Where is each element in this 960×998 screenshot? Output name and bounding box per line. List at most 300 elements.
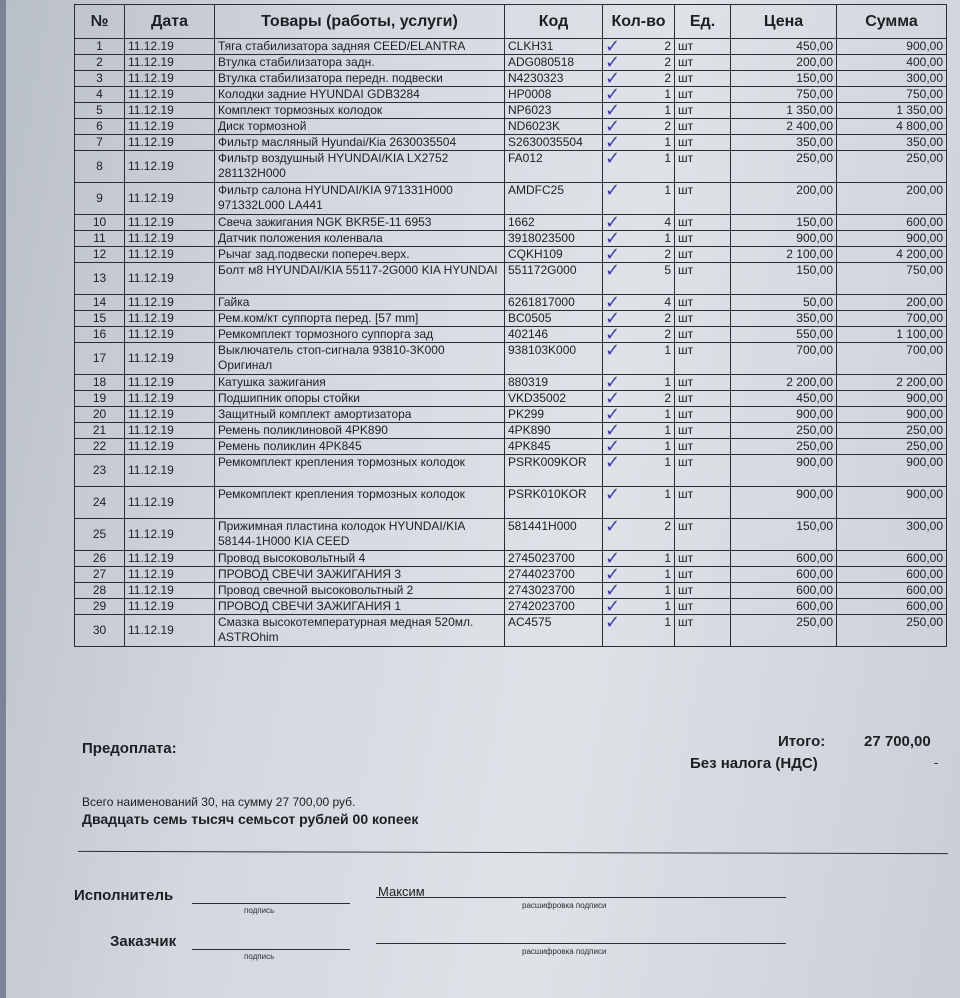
row-unit: шт [675, 519, 731, 551]
row-unit: шт [675, 615, 731, 647]
row-unit: шт [675, 455, 731, 487]
row-qty-value: 1 [664, 423, 671, 437]
row-code: AMDFC25 [505, 183, 603, 215]
header-price: Цена [731, 5, 837, 39]
row-unit: шт [675, 567, 731, 583]
check-mark-icon: ✓ [605, 150, 621, 169]
row-unit: шт [675, 439, 731, 455]
row-sum: 1 350,00 [837, 103, 947, 119]
row-code: 551172G000 [505, 263, 603, 295]
row-date: 11.12.19 [125, 183, 215, 215]
row-code: PSRK010KOR [505, 487, 603, 519]
row-price: 600,00 [731, 567, 837, 583]
row-qty [603, 391, 675, 407]
row-qty [603, 151, 675, 183]
vat-label: Без налога (НДС) [690, 755, 818, 772]
row-date: 11.12.19 [125, 567, 215, 583]
row-number: 30 [75, 615, 125, 647]
table-row [75, 343, 947, 375]
row-unit: шт [675, 103, 731, 119]
row-code: ADG080518 [505, 55, 603, 71]
table-row [75, 231, 947, 247]
row-price: 250,00 [731, 151, 837, 183]
row-code: 1662 [505, 215, 603, 231]
row-qty [603, 455, 675, 487]
row-qty-value: 1 [664, 103, 671, 117]
row-date: 11.12.19 [125, 39, 215, 55]
row-qty-value: 1 [664, 439, 671, 453]
row-qty [603, 39, 675, 55]
row-number: 19 [75, 391, 125, 407]
row-sum: 300,00 [837, 519, 947, 551]
row-number: 20 [75, 407, 125, 423]
row-unit: шт [675, 407, 731, 423]
row-price: 2 400,00 [731, 119, 837, 135]
row-goods: Ремкомплект крепления тормозных колодок [215, 487, 505, 519]
row-date: 11.12.19 [125, 391, 215, 407]
row-code: HP0008 [505, 87, 603, 103]
row-date: 11.12.19 [125, 263, 215, 295]
row-goods: Втулка стабилизатора задн. [215, 55, 505, 71]
row-qty [603, 439, 675, 455]
row-date: 11.12.19 [125, 311, 215, 327]
table-row [75, 263, 947, 295]
row-code: 880319 [505, 375, 603, 391]
row-sum: 600,00 [837, 551, 947, 567]
executor-decode-line [376, 897, 786, 898]
row-unit: шт [675, 311, 731, 327]
row-date: 11.12.19 [125, 439, 215, 455]
row-price: 250,00 [731, 615, 837, 647]
row-sum: 250,00 [837, 151, 947, 183]
row-date: 11.12.19 [125, 87, 215, 103]
row-unit: шт [675, 327, 731, 343]
row-unit: шт [675, 183, 731, 215]
row-qty [603, 343, 675, 375]
check-mark-icon: ✓ [605, 70, 621, 87]
row-price: 2 100,00 [731, 247, 837, 263]
table-row [75, 455, 947, 487]
row-sum: 4 200,00 [837, 247, 947, 263]
row-number: 4 [75, 87, 125, 103]
row-sum: 400,00 [837, 55, 947, 71]
summary-line: Всего наименований 30, на сумму 27 700,00 руб. [82, 795, 356, 809]
row-price: 200,00 [731, 55, 837, 71]
row-qty [603, 311, 675, 327]
table-row [75, 247, 947, 263]
header-unit: Ед. [675, 5, 731, 39]
row-goods: Защитный комплект амортизатора [215, 407, 505, 423]
executor-signature-caption: подпись [244, 906, 275, 915]
row-code: 581441H000 [505, 519, 603, 551]
row-unit: шт [675, 295, 731, 311]
row-unit: шт [675, 135, 731, 151]
row-number: 18 [75, 375, 125, 391]
row-qty-value: 1 [664, 183, 671, 197]
row-goods: Рем.ком/кт суппорта перед. [57 mm] [215, 311, 505, 327]
row-qty [603, 487, 675, 519]
customer-decode-line [376, 943, 786, 944]
row-qty [603, 407, 675, 423]
row-sum: 600,00 [837, 567, 947, 583]
row-date: 11.12.19 [125, 215, 215, 231]
row-goods: Колодки задние HYUNDAI GDB3284 [215, 87, 505, 103]
row-goods: Прижимная пластина колодок HYUNDAI/KIA 58144-1H000 KIA CEED [215, 519, 505, 551]
check-mark-icon: ✓ [605, 422, 621, 439]
row-date: 11.12.19 [125, 519, 215, 551]
row-date: 11.12.19 [125, 615, 215, 647]
row-goods: Фильтр воздушный HYUNDAI/KIA LX2752 281132H000 [215, 151, 505, 183]
row-qty-value: 1 [664, 615, 671, 629]
row-sum: 2 200,00 [837, 375, 947, 391]
row-goods: Ремень поликлиновой 4PK890 [215, 423, 505, 439]
row-date: 11.12.19 [125, 487, 215, 519]
row-price: 900,00 [731, 487, 837, 519]
row-qty [603, 423, 675, 439]
row-code: 3918023500 [505, 231, 603, 247]
check-mark-icon: ✓ [605, 406, 621, 423]
row-sum: 300,00 [837, 71, 947, 87]
check-mark-icon: ✓ [605, 294, 621, 311]
row-unit: шт [675, 599, 731, 615]
row-qty-value: 1 [664, 567, 671, 581]
row-qty-value: 1 [664, 599, 671, 613]
check-mark-icon: ✓ [605, 118, 621, 135]
row-number: 5 [75, 103, 125, 119]
row-qty-value: 2 [664, 327, 671, 341]
row-sum: 250,00 [837, 615, 947, 647]
row-code: 402146 [505, 327, 603, 343]
row-sum: 600,00 [837, 215, 947, 231]
table-row [75, 551, 947, 567]
divider-line [78, 851, 948, 854]
row-unit: шт [675, 263, 731, 295]
check-mark-icon: ✓ [605, 182, 621, 201]
check-mark-icon: ✓ [605, 102, 621, 119]
row-qty-value: 2 [664, 119, 671, 133]
row-sum: 200,00 [837, 183, 947, 215]
check-mark-icon: ✓ [605, 374, 621, 391]
check-mark-icon: ✓ [605, 566, 621, 583]
row-price: 150,00 [731, 71, 837, 87]
check-mark-icon: ✓ [605, 342, 621, 361]
row-price: 150,00 [731, 215, 837, 231]
row-goods: Выключатель стоп-сигнала 93810-3K000 Оригинал [215, 343, 505, 375]
table-row [75, 39, 947, 55]
row-price: 1 350,00 [731, 103, 837, 119]
check-mark-icon: ✓ [605, 454, 621, 473]
row-qty [603, 375, 675, 391]
row-code: AC4575 [505, 615, 603, 647]
row-price: 250,00 [731, 423, 837, 439]
row-number: 2 [75, 55, 125, 71]
executor-label: Исполнитель [74, 887, 174, 904]
row-price: 350,00 [731, 135, 837, 151]
check-mark-icon: ✓ [605, 262, 621, 281]
row-qty [603, 583, 675, 599]
row-date: 11.12.19 [125, 343, 215, 375]
row-sum: 900,00 [837, 231, 947, 247]
table-row [75, 519, 947, 551]
table-header-row [75, 5, 947, 39]
check-mark-icon: ✓ [605, 86, 621, 103]
check-mark-icon: ✓ [605, 230, 621, 247]
row-number: 14 [75, 295, 125, 311]
executor-name: Максим [378, 884, 425, 899]
row-qty [603, 615, 675, 647]
table-row [75, 391, 947, 407]
header-qty: Кол-во [603, 5, 675, 39]
row-code: 2744023700 [505, 567, 603, 583]
row-goods: Комплект тормозных колодок [215, 103, 505, 119]
row-sum: 700,00 [837, 343, 947, 375]
row-qty-value: 2 [664, 247, 671, 261]
row-price: 900,00 [731, 455, 837, 487]
check-mark-icon: ✓ [605, 326, 621, 343]
row-qty-value: 1 [664, 487, 671, 501]
row-number: 1 [75, 39, 125, 55]
prepay-label: Предоплата: [82, 740, 177, 757]
check-mark-icon: ✓ [605, 38, 621, 55]
row-code: FA012 [505, 151, 603, 183]
row-price: 150,00 [731, 519, 837, 551]
row-qty-value: 2 [664, 519, 671, 533]
row-qty [603, 55, 675, 71]
row-sum: 750,00 [837, 263, 947, 295]
customer-label: Заказчик [110, 933, 177, 950]
header-date: Дата [125, 5, 215, 39]
row-qty [603, 567, 675, 583]
row-sum: 900,00 [837, 487, 947, 519]
check-mark-icon: ✓ [605, 614, 621, 633]
row-unit: шт [675, 215, 731, 231]
row-code: 2745023700 [505, 551, 603, 567]
row-number: 24 [75, 487, 125, 519]
row-number: 9 [75, 183, 125, 215]
table-row [75, 55, 947, 71]
row-sum: 750,00 [837, 87, 947, 103]
row-qty-value: 1 [664, 231, 671, 245]
row-unit: шт [675, 391, 731, 407]
header-goods: Товары (работы, услуги) [215, 5, 505, 39]
check-mark-icon: ✓ [605, 134, 621, 151]
row-date: 11.12.19 [125, 295, 215, 311]
row-code: 6261817000 [505, 295, 603, 311]
row-sum: 1 100,00 [837, 327, 947, 343]
row-code: NP6023 [505, 103, 603, 119]
row-qty [603, 135, 675, 151]
row-goods: Гайка [215, 295, 505, 311]
row-price: 600,00 [731, 551, 837, 567]
table-row [75, 71, 947, 87]
row-sum: 350,00 [837, 135, 947, 151]
row-unit: шт [675, 87, 731, 103]
row-qty [603, 231, 675, 247]
row-number: 25 [75, 519, 125, 551]
row-goods: Ремень поликлин 4PK845 [215, 439, 505, 455]
row-number: 23 [75, 455, 125, 487]
row-qty-value: 1 [664, 343, 671, 357]
table-row [75, 375, 947, 391]
check-mark-icon: ✓ [605, 438, 621, 455]
row-qty-value: 1 [664, 455, 671, 469]
row-qty-value: 2 [664, 311, 671, 325]
row-number: 17 [75, 343, 125, 375]
row-price: 250,00 [731, 439, 837, 455]
table-row [75, 311, 947, 327]
row-number: 10 [75, 215, 125, 231]
row-goods: ПРОВОД СВЕЧИ ЗАЖИГАНИЯ 3 [215, 567, 505, 583]
table-row [75, 103, 947, 119]
row-date: 11.12.19 [125, 71, 215, 87]
row-sum: 4 800,00 [837, 119, 947, 135]
invoice-sheet [6, 0, 960, 998]
total-value: 27 700,00 [864, 733, 931, 750]
row-sum: 250,00 [837, 423, 947, 439]
table-row [75, 599, 947, 615]
row-date: 11.12.19 [125, 247, 215, 263]
row-date: 11.12.19 [125, 455, 215, 487]
row-goods: Диск тормозной [215, 119, 505, 135]
row-goods: Фильтр масляный Hyundai/Kia 2630035504 [215, 135, 505, 151]
row-qty-value: 2 [664, 39, 671, 53]
check-mark-icon: ✓ [605, 214, 621, 231]
table-row [75, 423, 947, 439]
row-unit: шт [675, 487, 731, 519]
row-qty-value: 4 [664, 215, 671, 229]
row-code: CQKH109 [505, 247, 603, 263]
row-price: 750,00 [731, 87, 837, 103]
row-number: 7 [75, 135, 125, 151]
row-unit: шт [675, 151, 731, 183]
table-row [75, 295, 947, 311]
row-number: 28 [75, 583, 125, 599]
row-qty-value: 2 [664, 391, 671, 405]
row-date: 11.12.19 [125, 103, 215, 119]
row-date: 11.12.19 [125, 407, 215, 423]
row-qty-value: 2 [664, 71, 671, 85]
row-goods: Датчик положения коленвала [215, 231, 505, 247]
items-table-body [75, 39, 947, 647]
row-qty [603, 215, 675, 231]
header-num: № [75, 5, 125, 39]
vat-value: - [934, 755, 939, 770]
row-sum: 900,00 [837, 39, 947, 55]
table-row [75, 215, 947, 231]
row-goods: Катушка зажигания [215, 375, 505, 391]
row-unit: шт [675, 71, 731, 87]
header-code: Код [505, 5, 603, 39]
row-qty-value: 1 [664, 87, 671, 101]
row-number: 27 [75, 567, 125, 583]
row-date: 11.12.19 [125, 55, 215, 71]
total-label: Итого: [778, 733, 826, 750]
row-code: PK299 [505, 407, 603, 423]
row-qty-value: 4 [664, 295, 671, 309]
row-goods: Тяга стабилизатора задняя CEED/ELANTRA [215, 39, 505, 55]
row-date: 11.12.19 [125, 327, 215, 343]
row-price: 350,00 [731, 311, 837, 327]
row-qty [603, 263, 675, 295]
row-code: S2630035504 [505, 135, 603, 151]
check-mark-icon: ✓ [605, 390, 621, 407]
row-goods: Болт м8 HYUNDAI/KIA 55117-2G000 KIA HYUNDAI [215, 263, 505, 295]
row-date: 11.12.19 [125, 231, 215, 247]
row-code: 2742023700 [505, 599, 603, 615]
row-price: 450,00 [731, 391, 837, 407]
row-price: 2 200,00 [731, 375, 837, 391]
row-qty-value: 1 [664, 151, 671, 165]
customer-signature-caption: подпись [244, 952, 275, 961]
row-date: 11.12.19 [125, 423, 215, 439]
items-table [74, 4, 947, 647]
row-qty [603, 599, 675, 615]
row-unit: шт [675, 551, 731, 567]
row-date: 11.12.19 [125, 135, 215, 151]
row-qty [603, 87, 675, 103]
table-row [75, 615, 947, 647]
row-price: 150,00 [731, 263, 837, 295]
table-row [75, 327, 947, 343]
table-row [75, 583, 947, 599]
row-sum: 600,00 [837, 583, 947, 599]
check-mark-icon: ✓ [605, 54, 621, 71]
row-qty [603, 327, 675, 343]
row-price: 200,00 [731, 183, 837, 215]
row-goods: Втулка стабилизатора передн. подвески [215, 71, 505, 87]
row-sum: 700,00 [837, 311, 947, 327]
row-qty [603, 183, 675, 215]
row-unit: шт [675, 247, 731, 263]
row-number: 15 [75, 311, 125, 327]
row-number: 11 [75, 231, 125, 247]
row-unit: шт [675, 583, 731, 599]
table-row [75, 151, 947, 183]
row-number: 29 [75, 599, 125, 615]
row-code: PSRK009KOR [505, 455, 603, 487]
row-date: 11.12.19 [125, 151, 215, 183]
row-goods: Провод свечной высоковольтный 2 [215, 583, 505, 599]
row-code: VKD35002 [505, 391, 603, 407]
row-number: 16 [75, 327, 125, 343]
row-number: 8 [75, 151, 125, 183]
row-qty-value: 5 [664, 263, 671, 277]
row-qty [603, 247, 675, 263]
table-row [75, 119, 947, 135]
row-sum: 900,00 [837, 407, 947, 423]
row-price: 700,00 [731, 343, 837, 375]
executor-decode-caption: расшифровка подписи [522, 901, 607, 910]
row-goods: Смазка высокотемпературная медная 520мл. ASTROhim [215, 615, 505, 647]
row-number: 6 [75, 119, 125, 135]
check-mark-icon: ✓ [605, 310, 621, 327]
row-sum: 200,00 [837, 295, 947, 311]
row-unit: шт [675, 119, 731, 135]
row-goods: Провод высоковольтный 4 [215, 551, 505, 567]
row-price: 450,00 [731, 39, 837, 55]
row-code: 4PK890 [505, 423, 603, 439]
row-code: ND6023K [505, 119, 603, 135]
row-date: 11.12.19 [125, 599, 215, 615]
row-qty [603, 103, 675, 119]
row-date: 11.12.19 [125, 375, 215, 391]
row-qty-value: 1 [664, 551, 671, 565]
customer-decode-caption: расшифровка подписи [522, 947, 607, 956]
row-number: 12 [75, 247, 125, 263]
row-qty-value: 1 [664, 135, 671, 149]
row-goods: ПРОВОД СВЕЧИ ЗАЖИГАНИЯ 1 [215, 599, 505, 615]
table-row [75, 487, 947, 519]
